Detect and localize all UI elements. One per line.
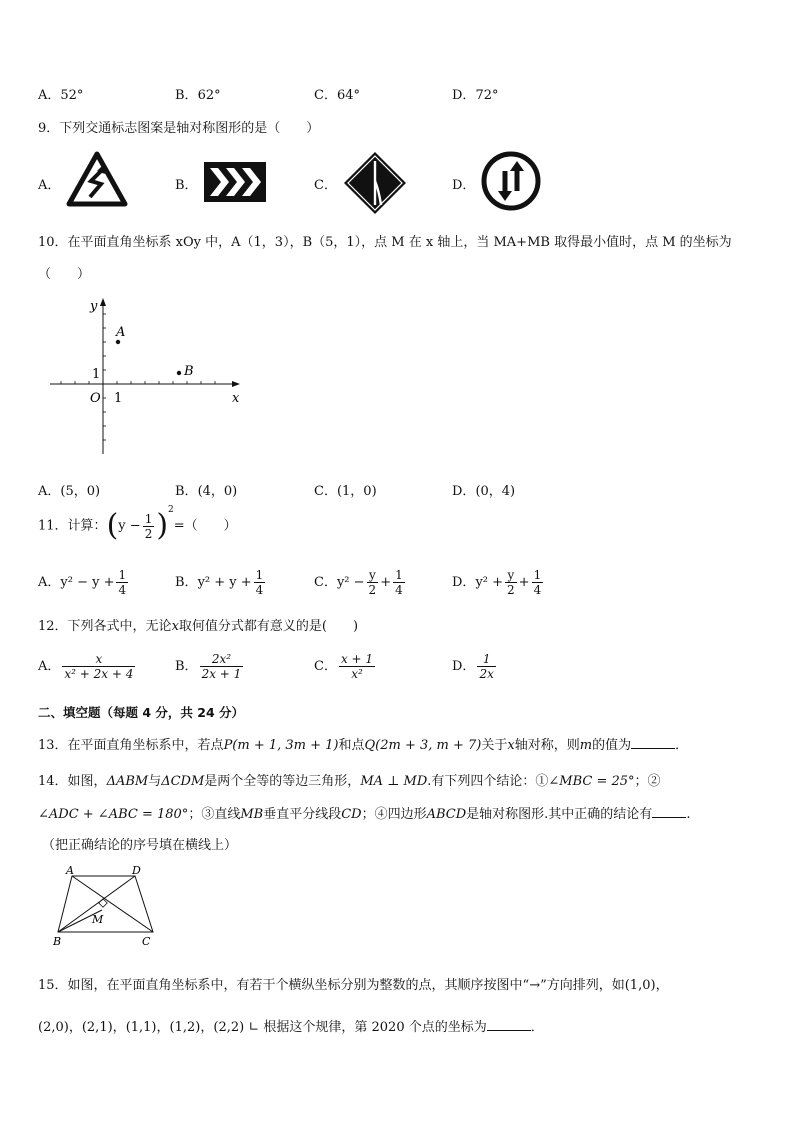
- q11-option-b[interactable]: B．y² + y + $\frac{1}{4}$: [175, 568, 264, 597]
- q15-line-1: 15．如图，在平面直角坐标系中，有若干个横纵坐标分别为整数的点，其顺序按图中“→”方向排列，如(1,0)，: [38, 978, 669, 993]
- zigzag-road-triangle-sign-icon: [66, 151, 128, 207]
- q12-option-b[interactable]: B． $\frac{\text{2x²}}{2x + 1}$: [175, 652, 242, 681]
- q12-stem: 12．下列各式中，无论x取何值分式都有意义的是( ): [38, 619, 359, 634]
- q11-option-a[interactable]: A．y² − y + $\frac{1}{4}$: [38, 568, 127, 597]
- point-a-label: A: [116, 325, 126, 340]
- q10-option-c[interactable]: C．(1，0): [314, 484, 377, 499]
- fig-label-a: A: [66, 864, 74, 877]
- q8-option-a[interactable]: A．52°: [38, 88, 84, 103]
- q13-stem: 13．在平面直角坐标系中，若点P(m + 1, 3m + 1)和点Q(2m + 3, m + 7)关于x轴对称，则m的值为 ．: [38, 738, 689, 753]
- point-b-label: B: [184, 364, 194, 379]
- q9-option-c-label[interactable]: C．: [314, 178, 337, 193]
- q11-option-d[interactable]: D．y² + $\frac{y}{2}$ + $\frac{1}{4}$: [452, 568, 542, 597]
- fig-label-d: D: [132, 864, 141, 877]
- q15-answer-blank[interactable]: [487, 1018, 531, 1031]
- q10-stem-paren: （ ）: [38, 267, 91, 282]
- y-axis-label: y: [90, 299, 98, 314]
- q10-stem: 10．在平面直角坐标系 xOy 中，A（1，3），B（5，1），点 M 在 x 轴上，当 MA+MB 取得最小值时，点 M 的坐标为: [38, 235, 732, 250]
- q12-option-a[interactable]: A． $\frac{x}{\text{x² + 2x + 4}}$: [38, 652, 134, 681]
- q8-option-b[interactable]: B．62°: [175, 88, 221, 103]
- q10-coordinate-graph: [48, 296, 248, 458]
- q14-line-2: ∠ADC + ∠ABC = 180°；③直线MB垂直平分线段CD；④四边形ABCD是轴对称图形.其中正确的结论有 .: [38, 807, 691, 822]
- q13-answer-blank[interactable]: [631, 736, 675, 749]
- q14-answer-blank[interactable]: [652, 805, 686, 818]
- q9-option-d-label[interactable]: D．: [452, 178, 476, 193]
- chevron-right-sign-icon: [204, 162, 266, 202]
- fig-label-b: B: [53, 935, 62, 948]
- fig-label-m: M: [92, 913, 104, 926]
- section-fill-in-blank-title: 二、填空题（每题 4 分，共 24 分）: [38, 705, 245, 720]
- two-way-arrows-circle-sign-icon: [481, 151, 541, 211]
- origin-label: O: [90, 391, 101, 406]
- q15-line-2: (2,0)，(2,1)，(1,1)，(1,2)，(2,2) ∟ 根据这个规律，第 2020 个点的坐标为 ．: [38, 1020, 544, 1035]
- q14-trapezoid-figure: [50, 862, 160, 950]
- q11-option-c[interactable]: C．y² − $\frac{y}{2}$ + $\frac{1}{4}$: [314, 568, 403, 597]
- point-a: [116, 340, 120, 344]
- q12-option-c[interactable]: C． $\frac{x + 1}{\text{x²}}$: [314, 652, 374, 681]
- q14-line-3: （把正确结论的序号填在横线上）: [42, 838, 238, 853]
- q9-option-a-label[interactable]: A．: [38, 178, 61, 193]
- q11-stem: 11．计算：(y − $\frac{1}{2}$ )$^2$=（ ）: [38, 505, 237, 543]
- point-b: [177, 371, 181, 375]
- y-unit-label: 1: [92, 367, 101, 382]
- x-unit-label: 1: [114, 391, 123, 406]
- q10-option-d[interactable]: D．(0，4): [452, 484, 516, 499]
- q9-stem: 9．下列交通标志图案是轴对称图形的是（ ）: [38, 121, 320, 136]
- merge-diamond-sign-icon: [343, 151, 407, 215]
- q12-option-d[interactable]: D． $\frac{1}{2x}$: [452, 652, 494, 681]
- q8-option-c[interactable]: C．64°: [314, 88, 360, 103]
- fig-label-c: C: [142, 935, 151, 948]
- q9-option-b-label[interactable]: B．: [175, 178, 198, 193]
- x-axis-label: x: [232, 391, 240, 406]
- q10-option-b[interactable]: B．(4，0): [175, 484, 238, 499]
- q8-option-d[interactable]: D．72°: [452, 88, 499, 103]
- q10-option-a[interactable]: A．(5，0): [38, 484, 101, 499]
- q14-line-1: 14．如图，ΔABM与ΔCDM是两个全等的等边三角形，MA ⊥ MD.有下列四个结论：①∠MBC = 25°；②: [38, 774, 661, 789]
